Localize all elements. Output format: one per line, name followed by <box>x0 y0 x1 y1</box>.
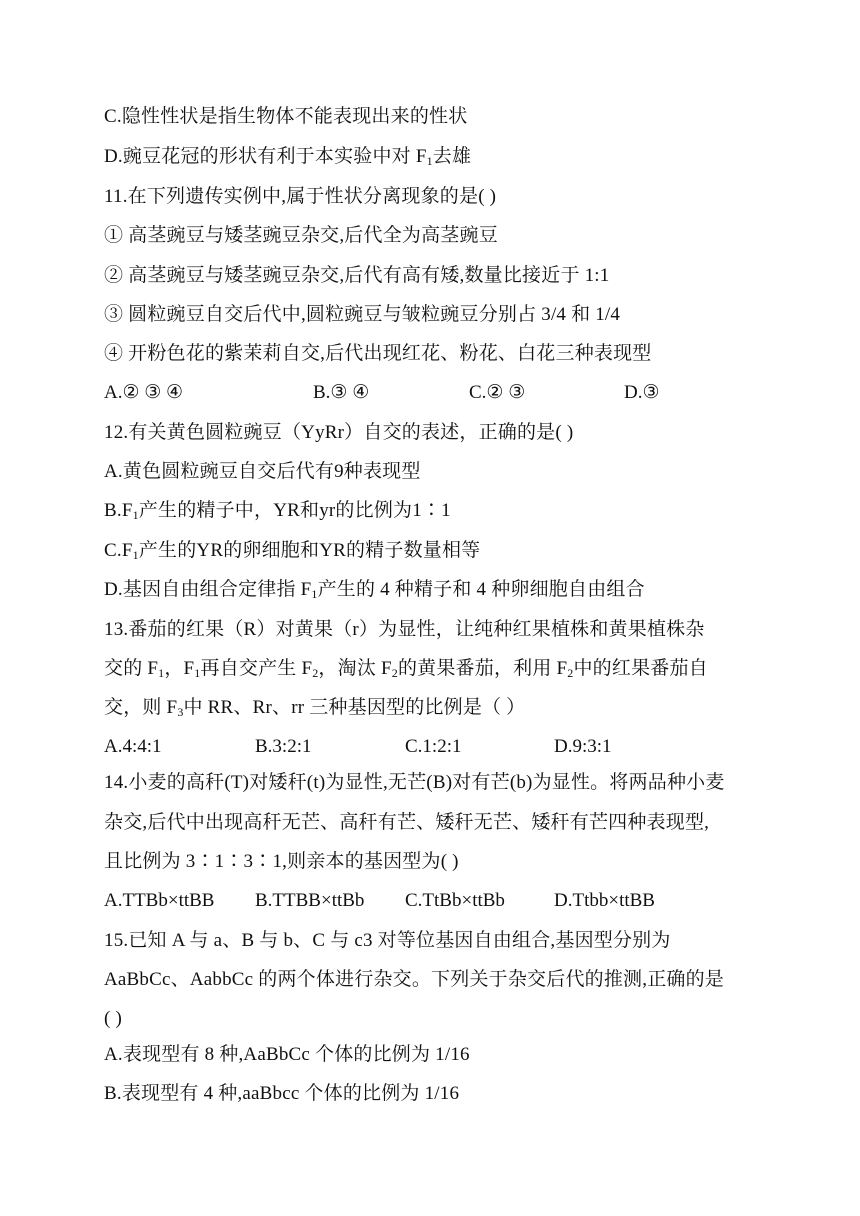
q12-option-d: D.基因自由组合定律指 $F_1$产生的 4 种精子和 4 种卵细胞自由组合 <box>104 579 645 601</box>
q14-option-d: D.Ttbb×ttBB <box>554 890 655 911</box>
q13-option-a: A.4:4:1 <box>104 736 162 757</box>
q12-option-a: A.黄色圆粒豌豆自交后代有9种表现型 <box>104 461 421 482</box>
q13-option-b: B.3:2:1 <box>255 736 312 757</box>
q13-stem-line-3: 交，则 $F_3$中 RR、Rr、rr 三种基因型的比例是（ ） <box>104 697 526 719</box>
q11-item-1: ① 高茎豌豆与矮茎豌豆杂交,后代全为高茎豌豆 <box>104 225 498 246</box>
q14-option-c: C.TtBb×ttBb <box>405 890 505 911</box>
q12-stem: 12.有关黄色圆粒豌豆（YyRr）自交的表述，正确的是( ) <box>104 422 574 443</box>
q11-stem: 11.在下列遗传实例中,属于性状分离现象的是( ) <box>104 186 497 207</box>
q14-stem-line-3: 且比例为 3∶1∶3∶1,则亲本的基因型为( ) <box>104 851 459 872</box>
q11-option-b: B.③ ④ <box>313 382 370 403</box>
q13-option-c: C.1:2:1 <box>405 736 462 757</box>
q11-option-c: C.② ③ <box>469 382 526 403</box>
q11-item-3: ③ 圆粒豌豆自交后代中,圆粒豌豆与皱粒豌豆分别占 3/4 和 1/4 <box>104 304 621 325</box>
q10-option-d: D.豌豆花冠的形状有利于本实验中对 $F_1$去雄 <box>104 146 472 168</box>
q13-stem-line-2: 交的 $F_1$，$F_1$再自交产生 $F_2$，淘汰 $F_2$的黄果番茄，利用 $F_2$中的红果番茄自 <box>104 658 708 680</box>
q13-option-d: D.9:3:1 <box>554 736 612 757</box>
q15-stem-line-1: 15.已知 A 与 a、B 与 b、C 与 c3 对等位基因自由组合,基因型分别为 <box>104 930 671 951</box>
q14-stem-line-2: 杂交,后代中出现高秆无芒、高秆有芒、矮秆无芒、矮秆有芒四种表现型, <box>104 812 710 833</box>
q14-option-a: A.TTBb×ttBB <box>104 890 215 911</box>
q15-stem-line-2: AaBbCc、AabbCc 的两个体进行杂交。下列关于杂交后代的推测,正确的是 <box>104 969 724 990</box>
q14-stem-line-1: 14.小麦的高秆(T)对矮秆(t)为显性,无芒(B)对有芒(b)为显性。将两品种小麦 <box>104 772 725 793</box>
q11-option-a: A.② ③ ④ <box>104 382 184 403</box>
q13-stem-line-1: 13.番茄的红果（R）对黄果（r）为显性，让纯种红果植株和黄果植株杂 <box>104 619 705 640</box>
q11-item-2: ② 高茎豌豆与矮茎豌豆杂交,后代有高有矮,数量比接近于 1:1 <box>104 265 610 286</box>
q10-option-c: C.隐性性状是指生物体不能表现出来的性状 <box>104 106 468 127</box>
q15-option-b: B.表现型有 4 种,aaBbcc 个体的比例为 1/16 <box>104 1083 460 1104</box>
q11-option-d: D.③ <box>624 382 660 403</box>
q14-option-b: B.TTBB×ttBb <box>255 890 365 911</box>
q11-item-4: ④ 开粉色花的紫茉莉自交,后代出现红花、粉花、白花三种表现型 <box>104 343 652 364</box>
q12-option-b: $B.F_1$产生的精子中，YR和yr的比例为1∶1 <box>104 500 451 522</box>
q12-option-c: $C.F_1$产生的YR的卵细胞和YR的精子数量相等 <box>104 540 481 562</box>
q15-stem-line-3: ( ) <box>104 1008 123 1029</box>
q15-option-a: A.表现型有 8 种,AaBbCc 个体的比例为 1/16 <box>104 1044 470 1065</box>
